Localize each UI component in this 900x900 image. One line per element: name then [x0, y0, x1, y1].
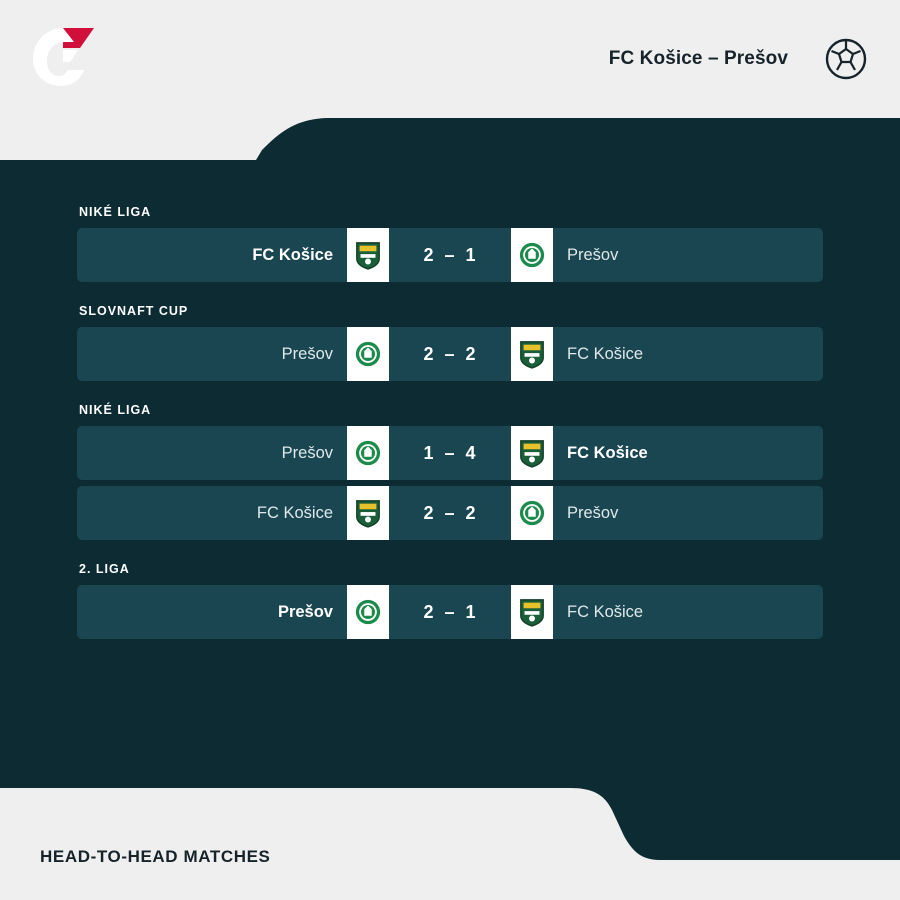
home-team-name: FC Košice: [256, 503, 333, 522]
home-team-name: Prešov: [281, 344, 333, 363]
match-score: [389, 228, 511, 282]
footer-label: HEAD-TO-HEAD MATCHES: [40, 847, 271, 866]
competition-label: SLOVNAFT CUP: [79, 304, 189, 318]
fc-kosice-crest-icon: [511, 585, 553, 639]
match-row[interactable]: [77, 426, 823, 480]
away-score: 4: [465, 442, 477, 463]
away-score: 1: [465, 601, 477, 622]
header-background: [0, 0, 900, 160]
score-separator: –: [444, 502, 456, 523]
match-score: [389, 585, 511, 639]
score-separator: –: [444, 343, 456, 364]
home-team-name: Prešov: [281, 443, 333, 462]
competition-label: 2. LIGA: [79, 562, 130, 576]
away-team-name: Prešov: [567, 245, 619, 264]
fc-kosice-crest-icon: [511, 327, 553, 381]
fc-kosice-crest-icon: [347, 486, 389, 540]
match-score: [389, 426, 511, 480]
presov-crest-icon: [347, 585, 389, 639]
presov-crest-icon: [511, 486, 553, 540]
match-row[interactable]: [77, 486, 823, 540]
competition-label: NIKÉ LIGA: [79, 403, 152, 417]
home-team-name: Prešov: [277, 602, 333, 621]
competition-label: NIKÉ LIGA: [79, 205, 152, 219]
head-to-head-list: [77, 205, 823, 645]
home-score: 2: [423, 343, 435, 364]
fc-kosice-crest-icon: [347, 228, 389, 282]
away-score: 2: [465, 502, 477, 523]
footer-background: [0, 770, 900, 900]
score-separator: –: [444, 601, 456, 622]
football-ball-icon: [825, 38, 867, 80]
presov-crest-icon: [511, 228, 553, 282]
match-row[interactable]: [77, 327, 823, 381]
fc-kosice-crest-icon: [511, 426, 553, 480]
match-row[interactable]: [77, 228, 823, 282]
home-score: 2: [423, 244, 435, 265]
away-score: 1: [465, 244, 477, 265]
presov-crest-icon: [347, 327, 389, 381]
away-team-name: FC Košice: [567, 602, 644, 621]
away-score: 2: [465, 343, 477, 364]
score-separator: –: [444, 442, 456, 463]
match-score: [389, 327, 511, 381]
page-title: FC Košice – Prešov: [608, 48, 788, 69]
away-team-name: Prešov: [567, 503, 619, 522]
home-score: 2: [423, 502, 435, 523]
home-score: 1: [423, 442, 435, 463]
score-separator: –: [444, 244, 456, 265]
home-team-name: FC Košice: [252, 245, 333, 264]
away-team-name: FC Košice: [567, 344, 644, 363]
match-score: [389, 486, 511, 540]
presov-crest-icon: [347, 426, 389, 480]
away-team-name: FC Košice: [567, 443, 648, 462]
match-row[interactable]: [77, 585, 823, 639]
flashscore-logo-icon[interactable]: [30, 26, 96, 88]
home-score: 2: [423, 601, 435, 622]
